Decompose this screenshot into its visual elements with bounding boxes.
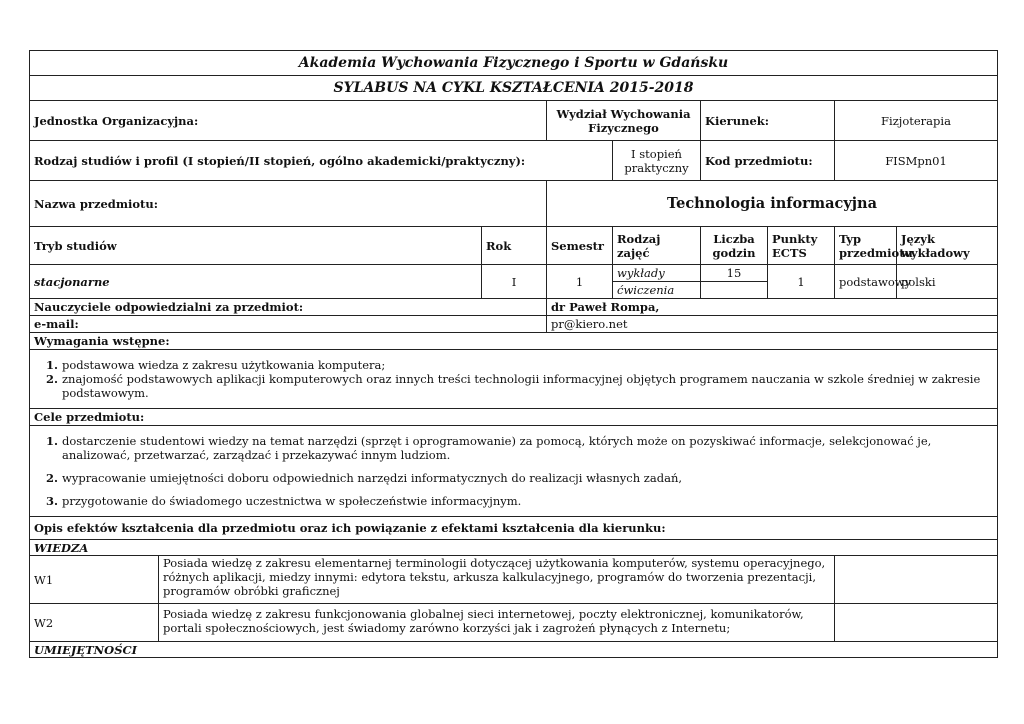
unit-label: Jednostka Organizacyjna: <box>30 101 547 141</box>
outcome-text: Posiada wiedzę z zakresu funkcjonowania globalnej sieci internetowej, poczty elektronicznej, komunikatorów, portali społecznościowych, jest świadomy zarówno korzyści jak i zagrożeń płynących z Internetu; <box>159 604 835 642</box>
col-hours: Liczba godzin <box>701 227 768 265</box>
col-class-type: Rodzaj zajęć <box>613 227 701 265</box>
goal-item: 1. dostarczenie studentowi wiedzy na temat narzędzi (sprzęt i oprogramowanie) za pomocą, których może on pozyskiwać informacje, selekcjonować je, analizować, przetwarzać, zarządzać i przekazywać innym ludziom. <box>62 434 993 462</box>
goals-list <box>30 426 998 517</box>
requirement-item: 2. znajomość podstawowych aplikacji komputerowych oraz innych treści technologii informacyjnej objętych programem nauczania w szkole średniej w zakresie podstawowym. <box>62 372 993 400</box>
outcome-code: W1 <box>30 556 159 604</box>
study-type-value: I stopień praktyczny <box>613 141 701 181</box>
col-language: Język wykładowy <box>897 227 998 265</box>
unit-value: Wydział Wychowania Fizycznego <box>547 101 701 141</box>
teachers-value: dr Paweł Rompa, <box>547 299 998 316</box>
col-subject-type: Typ przedmiotu <box>835 227 897 265</box>
outcome-text: Posiada wiedzę z zakresu elementarnej terminologii dotyczącej użytkowania komputerów, systemu operacyjnego, różnych aplikacji, miedzy innymi: edytora tekstu, arkusza kalkulacyjnego, programów do tworzenia prezentacji, programów obróbki graficznej <box>159 556 835 604</box>
row-subject-type: podstawowy <box>835 265 897 299</box>
row-mode: stacjonarne <box>30 265 482 299</box>
academy-title: Akademia Wychowania Fizycznego i Sportu w Gdańsku <box>30 51 998 76</box>
email-label: e-mail: <box>30 316 547 333</box>
goals-label: Cele przedmiotu: <box>30 409 998 426</box>
knowledge-section-label: WIEDZA <box>30 540 998 556</box>
row-hours-lecture: 15 <box>701 265 768 282</box>
col-ects: Punkty ECTS <box>768 227 835 265</box>
col-year: Rok <box>482 227 547 265</box>
requirements-list <box>30 350 998 409</box>
teachers-label: Nauczyciele odpowiedzialni za przedmiot: <box>30 299 547 316</box>
goal-item: 2. wypracowanie umiejętności doboru odpowiednich narzędzi informatycznych do realizacji własnych zadań, <box>62 471 993 485</box>
skills-section-label: UMIEJĘTNOŚCI <box>30 642 998 658</box>
syllabus-title: SYLABUS NA CYKL KSZTAŁCENIA 2015-2018 <box>30 76 998 101</box>
outcomes-label: Opis efektów kształcenia dla przedmiotu oraz ich powiązanie z efektami kształcenia dla kierunku: <box>30 517 998 540</box>
syllabus-table <box>29 50 998 658</box>
email-value: pr@kiero.net <box>547 316 998 333</box>
row-class-type-lecture: wykłady <box>613 265 701 282</box>
outcome-ref <box>835 604 998 642</box>
study-type-label: Rodzaj studiów i profil (I stopień/II stopień, ogólno akademicki/praktyczny): <box>30 141 613 181</box>
col-mode: Tryb studiów <box>30 227 482 265</box>
subject-name-label: Nazwa przedmiotu: <box>30 181 547 227</box>
field-value: Fizjoterapia <box>835 101 998 141</box>
row-semester: 1 <box>547 265 613 299</box>
row-ects: 1 <box>768 265 835 299</box>
outcome-ref <box>835 556 998 604</box>
row-hours-exercise <box>701 282 768 299</box>
code-value: FISMpn01 <box>835 141 998 181</box>
requirements-label: Wymagania wstępne: <box>30 333 998 350</box>
col-semester: Semestr <box>547 227 613 265</box>
row-language: polski <box>897 265 998 299</box>
row-year: I <box>482 265 547 299</box>
goal-item: 3. przygotowanie do świadomego uczestnictwa w społeczeństwie informacyjnym. <box>62 494 993 508</box>
row-class-type-exercise: ćwiczenia <box>613 282 701 299</box>
syllabus-page <box>29 50 997 658</box>
field-label: Kierunek: <box>701 101 835 141</box>
subject-name-value: Technologia informacyjna <box>547 181 998 227</box>
requirement-item: 1. podstawowa wiedza z zakresu użytkowania komputera; <box>62 358 993 372</box>
code-label: Kod przedmiotu: <box>701 141 835 181</box>
outcome-code: W2 <box>30 604 159 642</box>
